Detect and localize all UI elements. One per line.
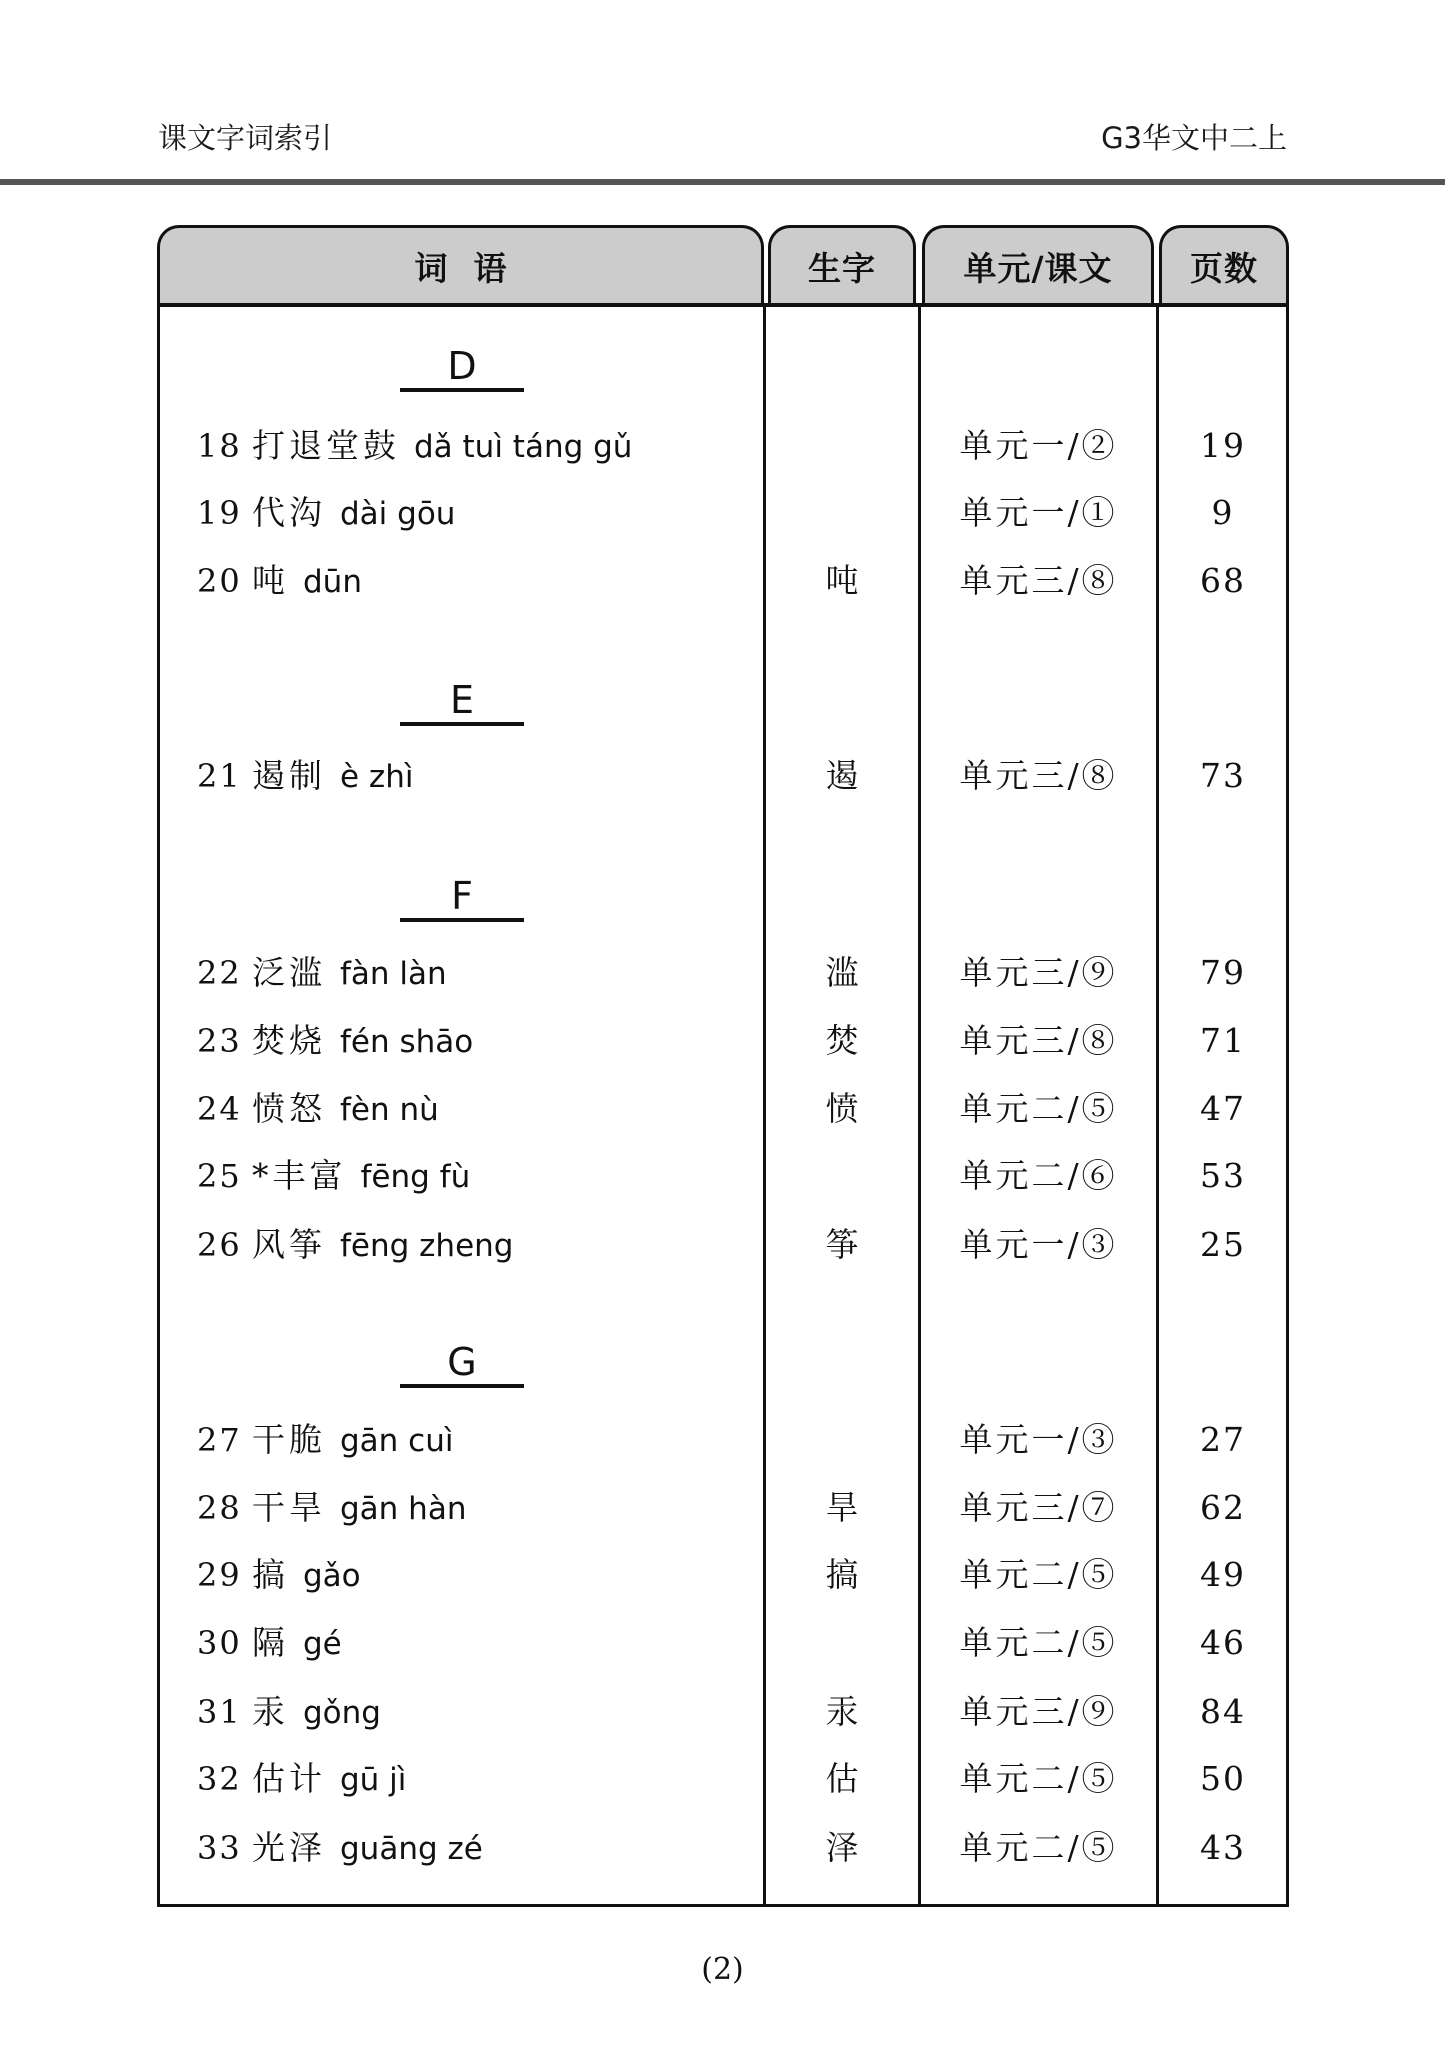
entry-word [252,1823,483,1874]
entry-pinyin: fàn làn [340,956,447,992]
entry-number: 33 [197,1829,242,1867]
table-row [0,751,1445,801]
table-row [0,1550,1445,1600]
entry-page: 27 [1200,1420,1246,1459]
entry-word [252,1687,381,1738]
entry-page: 79 [1200,953,1246,992]
entry-hanzi: 搞 [252,1555,289,1594]
entry-word [252,1016,473,1067]
entry-number: 31 [197,1693,242,1731]
entry-hanzi: 干旱 [252,1488,326,1527]
entry-page: 9 [1211,493,1235,532]
entry-number: 32 [197,1760,242,1798]
entry-unit-lesson: 单元二/⑥ [959,1156,1118,1195]
entry-number: 22 [197,954,242,992]
section-underline [400,1384,524,1388]
entry-pinyin: fēng fù [360,1159,471,1195]
entry-hanzi: 吨 [252,561,289,600]
entry-word [252,1483,466,1534]
column-header-page: 页数 [1159,225,1289,305]
running-head-right: G3华文中二上 [1101,121,1287,155]
entry-page: 73 [1200,756,1246,795]
entry-unit-lesson: 单元二/⑤ [959,1828,1118,1867]
table-row [0,1754,1445,1804]
section-letter: D [447,344,477,388]
table-row [0,1483,1445,1533]
entry-number: 18 [197,427,242,465]
entry-number: 20 [197,562,242,600]
entry-hanzi: 泛滥 [252,953,326,992]
entry-new-char: 筝 [825,1225,859,1264]
table-row [0,1618,1445,1668]
entry-pinyin: dǎ tuì táng gǔ [414,429,633,465]
entry-pinyin: gǒng [303,1695,381,1731]
entry-unit-lesson: 单元三/⑨ [959,1692,1118,1731]
entry-new-char: 焚 [825,1021,859,1060]
entry-number: 25 [197,1157,242,1195]
entry-page: 84 [1200,1692,1246,1731]
entry-unit-lesson: 单元二/⑤ [959,1759,1118,1798]
entry-unit-lesson: 单元一/② [959,426,1118,465]
entry-hanzi: 隔 [252,1623,289,1662]
entry-new-char: 愤 [825,1089,859,1128]
entry-unit-lesson: 单元一/① [959,493,1118,532]
entry-new-char: 搞 [825,1555,859,1594]
entry-pinyin: fén shāo [340,1024,474,1060]
entry-word [252,1415,453,1466]
entry-word [252,488,455,539]
entry-hanzi: 遏制 [252,756,326,795]
entry-unit-lesson: 单元三/⑦ [959,1488,1118,1527]
entry-page: 71 [1200,1021,1246,1060]
section-letter: G [447,1340,477,1384]
entry-word [252,1618,342,1669]
entry-unit-lesson: 单元一/③ [959,1225,1118,1264]
entry-page: 62 [1200,1488,1246,1527]
entry-page: 25 [1200,1225,1246,1264]
entry-pinyin: fèn nù [340,1092,439,1128]
entry-page: 53 [1200,1156,1246,1195]
entry-page: 43 [1200,1828,1246,1867]
entry-word [252,1754,406,1805]
entry-pinyin: gān cuì [340,1423,454,1459]
entry-page: 47 [1200,1089,1246,1128]
entry-new-char: 吨 [825,561,859,600]
table-row [0,421,1445,471]
entry-number: 28 [197,1489,242,1527]
entry-hanzi: 汞 [252,1692,289,1731]
entry-pinyin: dài gōu [340,496,456,532]
table-row [0,948,1445,998]
entry-number: 24 [197,1090,242,1128]
entry-word [252,1550,361,1601]
entry-hanzi: 估计 [252,1759,326,1798]
entry-number: 26 [197,1226,242,1264]
page-number: (2) [701,1952,744,1987]
entry-page: 50 [1200,1759,1246,1798]
entry-unit-lesson: 单元二/⑤ [959,1089,1118,1128]
entry-number: 21 [197,757,242,795]
entry-word [252,1084,439,1135]
entry-number: 19 [197,494,242,532]
entry-word [252,1220,513,1271]
entry-hanzi: 干脆 [252,1420,326,1459]
entry-unit-lesson: 单元三/⑨ [959,953,1118,992]
entry-new-char: 汞 [825,1692,859,1731]
entry-pinyin: gān hàn [340,1491,467,1527]
entry-page: 49 [1200,1555,1246,1594]
entry-pinyin: dūn [303,564,362,600]
entry-hanzi: 光泽 [252,1828,326,1867]
section-underline [400,918,524,922]
entry-pinyin: gǎo [303,1558,361,1594]
entry-word [252,556,362,607]
entry-unit-lesson: 单元三/⑧ [959,756,1118,795]
entry-unit-lesson: 单元三/⑧ [959,561,1118,600]
section-letter: F [451,874,473,918]
entry-new-char: 旱 [825,1488,859,1527]
entry-word [252,751,413,802]
section-underline [400,388,524,392]
table-row [0,1415,1445,1465]
entry-pinyin: è zhì [340,759,414,795]
entry-pinyin: guāng zé [340,1831,483,1867]
entry-number: 30 [197,1624,242,1662]
table-row [0,1823,1445,1873]
header-rule [0,179,1445,185]
table-row [0,1016,1445,1066]
entry-pinyin: gū jì [340,1762,407,1798]
entry-number: 29 [197,1556,242,1594]
entry-hanzi: 愤怒 [252,1089,326,1128]
table-row [0,1151,1445,1201]
entry-word [252,1151,470,1202]
entry-unit-lesson: 单元三/⑧ [959,1021,1118,1060]
entry-new-char: 滥 [825,953,859,992]
section-underline [400,722,524,726]
entry-pinyin: gé [303,1626,342,1662]
table-row [0,1220,1445,1270]
entry-hanzi: *丰富 [252,1156,347,1195]
entry-hanzi: 焚烧 [252,1021,326,1060]
column-header-new-char: 生字 [768,225,916,305]
entry-word [252,948,447,999]
entry-pinyin: fēng zheng [340,1228,514,1264]
entry-page: 68 [1200,561,1246,600]
section-letter: E [449,678,474,722]
column-header-word: 词语 [157,225,764,305]
entry-unit-lesson: 单元二/⑤ [959,1555,1118,1594]
running-head-left: 课文字词索引 [158,121,333,155]
table-row [0,488,1445,538]
table-row [0,556,1445,606]
entry-page: 19 [1200,426,1246,465]
entry-new-char: 泽 [825,1828,859,1867]
column-header-unit-lesson: 单元/课文 [922,225,1154,305]
entry-unit-lesson: 单元二/⑤ [959,1623,1118,1662]
entry-hanzi: 风筝 [252,1225,326,1264]
entry-new-char: 估 [825,1759,859,1798]
entry-number: 23 [197,1022,242,1060]
entry-page: 46 [1200,1623,1246,1662]
entry-new-char: 遏 [825,756,859,795]
entry-word [252,421,632,472]
table-row [0,1084,1445,1134]
entry-unit-lesson: 单元一/③ [959,1420,1118,1459]
entry-hanzi: 打退堂鼓 [252,426,400,465]
entry-hanzi: 代沟 [252,493,326,532]
entry-number: 27 [197,1421,242,1459]
table-row [0,1687,1445,1737]
